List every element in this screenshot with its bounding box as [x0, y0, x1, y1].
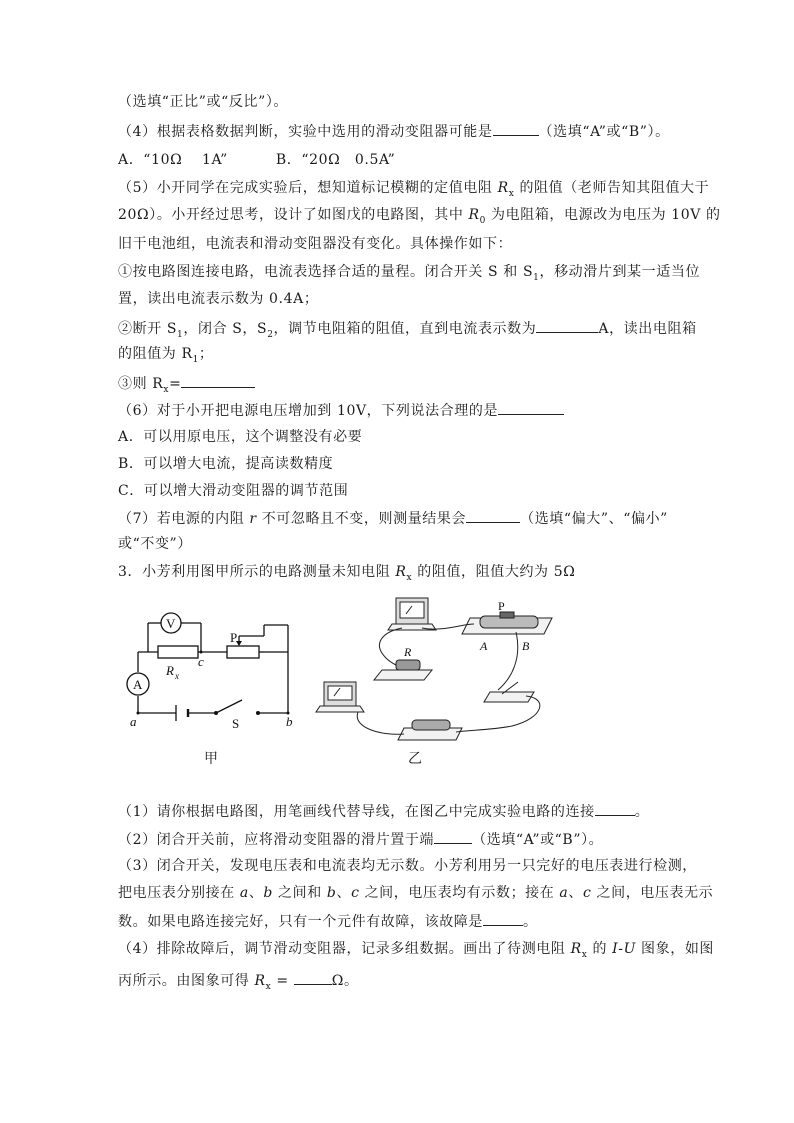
figure-jia-caption: 甲 — [204, 751, 218, 767]
step-3-text: ③则 $R_x=$ — [118, 373, 255, 399]
label-b: B — [522, 639, 530, 653]
step-2-text-2: 的阻值为 $R_1$； — [118, 346, 214, 365]
question-7-text: （7）若电源的内阻 r 不可忽略且不变，则测量结果会 （选填“偏大”、“偏小” — [118, 508, 668, 528]
sub-question-4-line-2: 丙所示。由图象可得 $R_x = \Omega$。 — [118, 970, 359, 996]
apparatus-diagram-yi — [312, 588, 562, 748]
sub-question-3: （3）闭合开关，发现电压表和电流表均无示数。小芳利用另一只完好的电压表进行检测， — [118, 858, 697, 874]
answer-blank[interactable] — [434, 829, 472, 844]
question-4-options: A．“10Ω 1A” B．“20Ω 0.5A” — [118, 152, 396, 168]
step-1-text: ①按电路图连接电路，电流表选择合适的量程。闭合开关 S 和 $S_1$，移动滑片到某一适当位 — [118, 264, 701, 283]
sub-question-3-line-3: 数。如果电路连接完好，只有一个元件有故障，该故障是 。 — [118, 911, 538, 931]
answer-blank[interactable] — [498, 400, 564, 415]
voltmeter-label: V — [166, 616, 176, 631]
label-a: A — [480, 639, 488, 653]
problem-3-text: 3．小芳利用图甲所示的电路测量未知电阻 $R_x$ 的阻值，阻值大约为 5Ω — [118, 564, 576, 583]
ammeter-label: A — [133, 677, 143, 692]
answer-blank[interactable] — [483, 911, 523, 926]
circuit-diagram-jia — [118, 600, 303, 740]
question-5-text-2: 20Ω）。小开经过思考，设计了如图戊的电路图，其中 $R_0$ 为电阻箱，电源改为电压为 10V 的 — [118, 207, 721, 226]
answer-blank[interactable] — [181, 373, 255, 388]
sub-question-1: （1）请你根据电路图，用笔画线代替导线，在图乙中完成实验电路的连接 。 — [118, 801, 649, 821]
question-7-text-2: 或“不变”） — [118, 536, 192, 552]
text-line-1: （选填“正比”或“反比”）。 — [118, 94, 289, 110]
label-p: P — [498, 599, 505, 613]
answer-blank[interactable] — [294, 970, 332, 985]
sub-question-4: （4）排除故障后，调节滑动变阻器，记录多组数据。画出了待测电阻 $R_x$ 的 I-U 图象，如图 — [118, 941, 715, 960]
option-c: C．可以增大滑动变阻器的调节范围 — [118, 483, 349, 499]
slider-label: P — [230, 630, 238, 645]
step-2-text: ②断开 $S_1$，闭合 S，$S_2$，调节电阻箱的阻值，直到电流表示数为 A，读出电阻箱 — [118, 318, 697, 344]
switch-label: S — [232, 716, 240, 731]
answer-blank[interactable] — [466, 508, 520, 523]
question-5-text-1: （5）小开同学在完成实验后，想知道标记模糊的定值电阻 $R_x$ 的阻值（老师告知其阻值大于 — [118, 180, 710, 199]
question-6-text: （6）对于小开把电源电压增加到 10V，下列说法合理的是 — [118, 400, 564, 420]
answer-blank[interactable] — [493, 121, 539, 136]
option-b: B．可以增大电流，提高读数精度 — [118, 456, 334, 472]
rx-subscript: x — [175, 671, 179, 681]
node-b-label: b — [286, 714, 293, 729]
rx-label: R — [166, 663, 174, 678]
answer-blank[interactable] — [595, 801, 635, 816]
step-1-text-2: 置，读出电流表示数为 0.4A； — [118, 291, 319, 307]
answer-blank[interactable] — [536, 318, 598, 333]
label-r: R — [404, 645, 412, 659]
question-4-text: （4）根据表格数据判断，实验中选用的滑动变阻器可能是 （选填“A”或“B”）。 — [118, 121, 670, 141]
figure-yi-caption: 乙 — [408, 751, 422, 767]
question-5-text-3: 旧干电池组，电流表和滑动变阻器没有变化。具体操作如下： — [118, 236, 513, 252]
sub-question-2: （2）闭合开关前，应将滑动变阻器的滑片置于端 （选填“A”或“B”）。 — [118, 829, 603, 849]
node-c-label: c — [198, 654, 204, 669]
sub-question-3-line-2: 把电压表分别接在 a、b 之间和 b、c 之间，电压表均有示数；接在 a、c 之间，电压表无示 — [118, 885, 714, 901]
node-a-label: a — [130, 714, 137, 729]
option-a: A．可以用原电压，这个调整没有必要 — [118, 429, 363, 445]
